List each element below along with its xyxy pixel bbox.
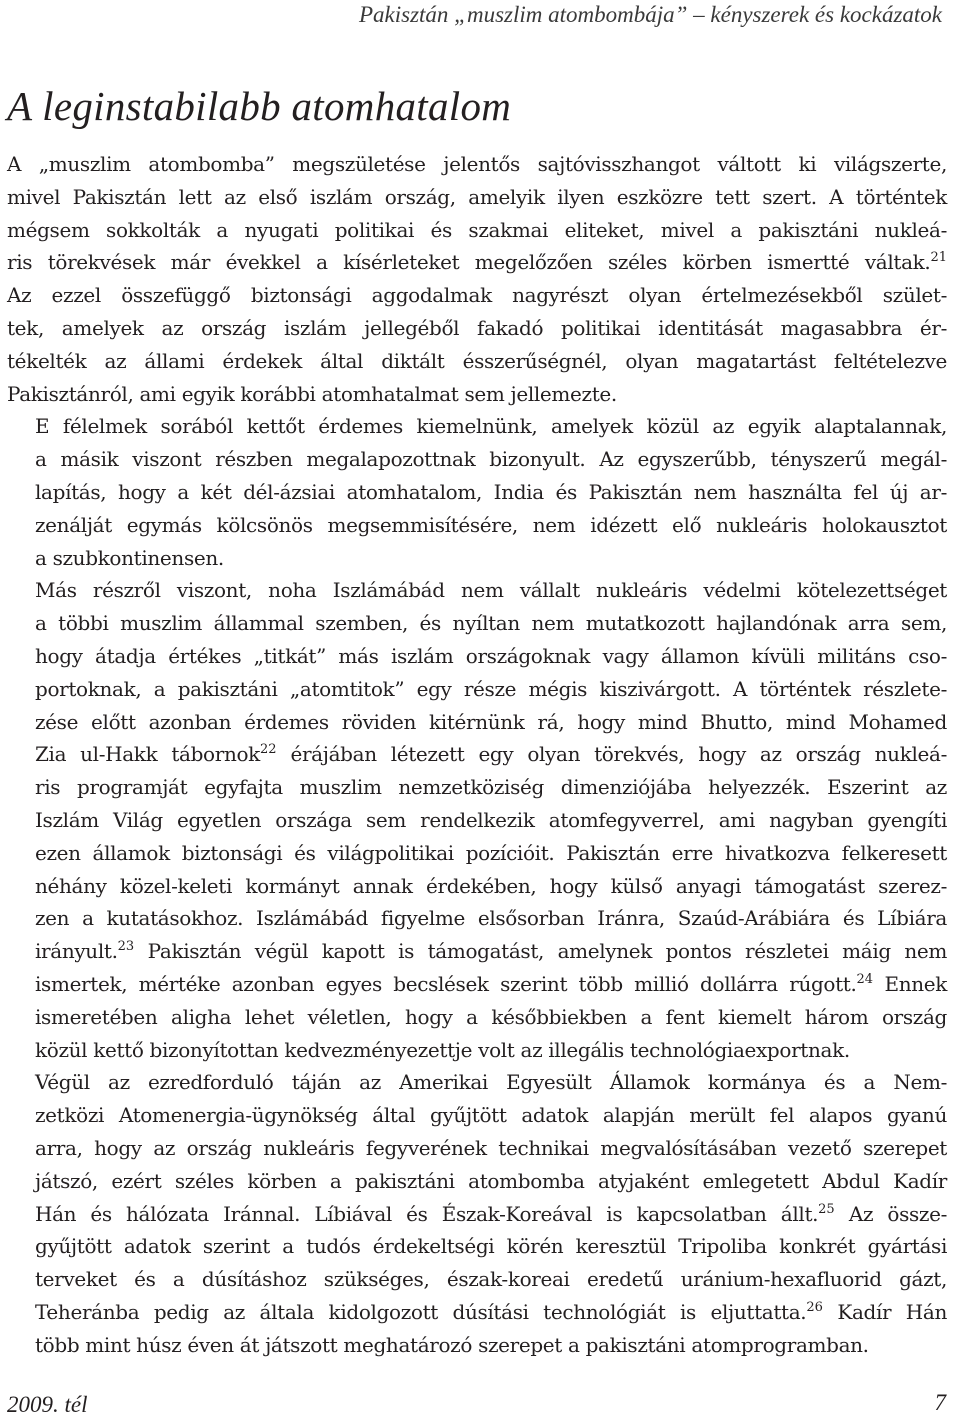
- text-line: több mint húsz éven át játszott meghatározó szerepet a pakisztáni atomprogramban.: [35, 1332, 869, 1357]
- text-line: arra, hogy az ország nukleáris fegyverének technikai megvalósításában vezető szerepet: [35, 1135, 947, 1160]
- text-line: gyűjtött adatok szerint a tudós érdekeltségi körén keresztül Tripoliba konkrét gyártási: [35, 1234, 947, 1259]
- text-line: lapítás, hogy a két dél-ázsiai atomhatalom, India és Pakisztán nem használta fel új ar-: [35, 479, 947, 504]
- text-line: zése előtt azonban érdemes röviden kitérnünk rá, hogy mind Bhutto, mind Mohamed: [35, 709, 947, 734]
- footnote-marker: 21: [930, 250, 947, 266]
- text-line: portoknak, a pakisztáni „atomtitok” egy része mégis kiszivárgott. A történtek részlete-: [35, 676, 947, 701]
- text-line: játszó, ezért széles körben a pakisztáni atombomba atyjaként emlegetett Abdul Kadír: [35, 1168, 947, 1193]
- paragraph: [7, 410, 947, 574]
- text-line: tek, amelyek az ország iszlám jellegéből fakadó politikai identitását magasabbra ér-: [7, 315, 947, 340]
- text-line: a többi muszlim állammal szemben, és nyíltan nem mutatkozott hajlandónak arra sem,: [35, 611, 947, 636]
- text-line: Iszlám Világ egyetlen országa sem rendelkezik atomfegyverrel, ami nagyban gyengíti: [35, 807, 947, 832]
- text-line: mégsem sokkolták a nyugati politikai és szakmai eliteket, mivel a pakisztáni nukleá-: [7, 217, 947, 242]
- text-line: tékelték az állami érdekek által diktált ésszerűségnél, olyan magatartást feltételezve: [7, 348, 947, 373]
- text-line: közül kettő bizonyítottan kedvezményezettje volt az illegális technológiaexportnak.: [35, 1037, 850, 1062]
- text-line: a szubkontinensen.: [35, 545, 224, 570]
- text-line: E félelmek sorából kettőt érdemes kiemelnünk, amelyek közül az egyik alaptalannak,: [35, 414, 947, 439]
- text-line: zetközi Atomenergia-ügynökség által gyűjtött adatok alapján merült fel alapos gyanú: [35, 1103, 947, 1128]
- footnote-marker: 23: [117, 939, 135, 955]
- text-line: Hán és hálózata Iránnal. Líbiával és Észak-Koreával is kapcsolatban állt.$^{25}$ Az össze-: [35, 1201, 947, 1226]
- text-line: zen a kutatásokhoz. Iszlámábád figyelme elsősorban Iránra, Szaúd-Arábiára és Líbiára: [35, 906, 947, 931]
- text-line: ris törekvések már évekkel a kísérleteket megelőzően széles körben ismertté váltak.$^{21}$: [7, 250, 947, 275]
- footnote-marker: 24: [856, 971, 874, 987]
- text-line: ismertek, mértéke azonban egyes becslések szerint több millió dollárra rúgott.$^{24}$ Ennek: [35, 971, 948, 996]
- text-line: A „muszlim atombomba” megszületése jelentős sajtóvisszhangot váltott ki világszerte,: [7, 152, 947, 176]
- text-line: Zia ul-Hakk tábornok$^{22}$ érájában létezett egy olyan törekvés, hogy az ország nukleá-: [35, 742, 947, 767]
- paragraph: [7, 1066, 947, 1361]
- footnote-marker: 25: [818, 1201, 835, 1217]
- text-line: mivel Pakisztán lett az első iszlám ország, amelyik ilyen eszközre tett szert. A történtek: [7, 184, 947, 209]
- text-line: ris programját egyfajta muszlim nemzetköziség dimenziójába helyezzék. Eszerint az: [35, 775, 947, 800]
- text-line: a másik viszont részben megalapozottnak bizonyult. Az egyszerűbb, tényszerű megál-: [35, 447, 947, 472]
- text-line: ezen államok biztonsági és világpolitikai pozícióit. Pakisztán erre hivatkozva felkeresett: [35, 840, 947, 865]
- running-header: Pakisztán „muszlim atombombája” – kényszerek és kockázatok: [358, 2, 942, 27]
- footnote-marker: 26: [806, 1299, 823, 1315]
- paragraph: [7, 574, 947, 1066]
- paragraph: [7, 148, 947, 410]
- section-heading: A leginstabilabb atomhatalom: [7, 83, 512, 129]
- text-line: Más részről viszont, noha Iszlámábád nem vállalt nukleáris védelmi kötelezettséget: [35, 578, 947, 603]
- issue-label: 2009. tél: [7, 1392, 88, 1417]
- text-line: ismeretében aligha lehet véletlen, hogy a későbbiekben a fent kiemelt három ország: [35, 1004, 947, 1029]
- text-line: hogy átadja értékes „titkát” más iszlám országoknak vagy államon kívüli militáns cso-: [35, 643, 947, 668]
- text-line: Teheránba pedig az általa kidolgozott dúsítási technológiát is eljuttatta.$^{26}$ Kadír Hán: [35, 1299, 947, 1324]
- text-line: terveket és a dúsításhoz szükséges, észak-koreai eredetű uránium-hexafluorid gázt,: [35, 1267, 947, 1292]
- page-number: 7: [934, 1390, 946, 1415]
- text-line: irányult.$^{23}$ Pakisztán végül kapott is támogatást, amelynek pontos részletei máig nem: [35, 939, 947, 964]
- text-line: néhány közel-keleti kormányt annak érdekében, hogy külső anyagi támogatást szerez-: [35, 873, 947, 898]
- text-line: Pakisztánról, ami egyik korábbi atomhatalmat sem jellemezte.: [7, 381, 617, 406]
- article-body: [7, 148, 947, 1361]
- text-line: zenálját egymás kölcsönös megsemmisítésére, nem idézett elő nukleáris holokausztot: [35, 512, 947, 537]
- text-line: Végül az ezredforduló táján az Amerikai Egyesült Államok kormánya és a Nem-: [35, 1070, 947, 1095]
- text-line: Az ezzel összefüggő biztonsági aggodalmak nagyrészt olyan értelmezésekből szület-: [7, 283, 947, 308]
- footnote-marker: 22: [259, 742, 277, 758]
